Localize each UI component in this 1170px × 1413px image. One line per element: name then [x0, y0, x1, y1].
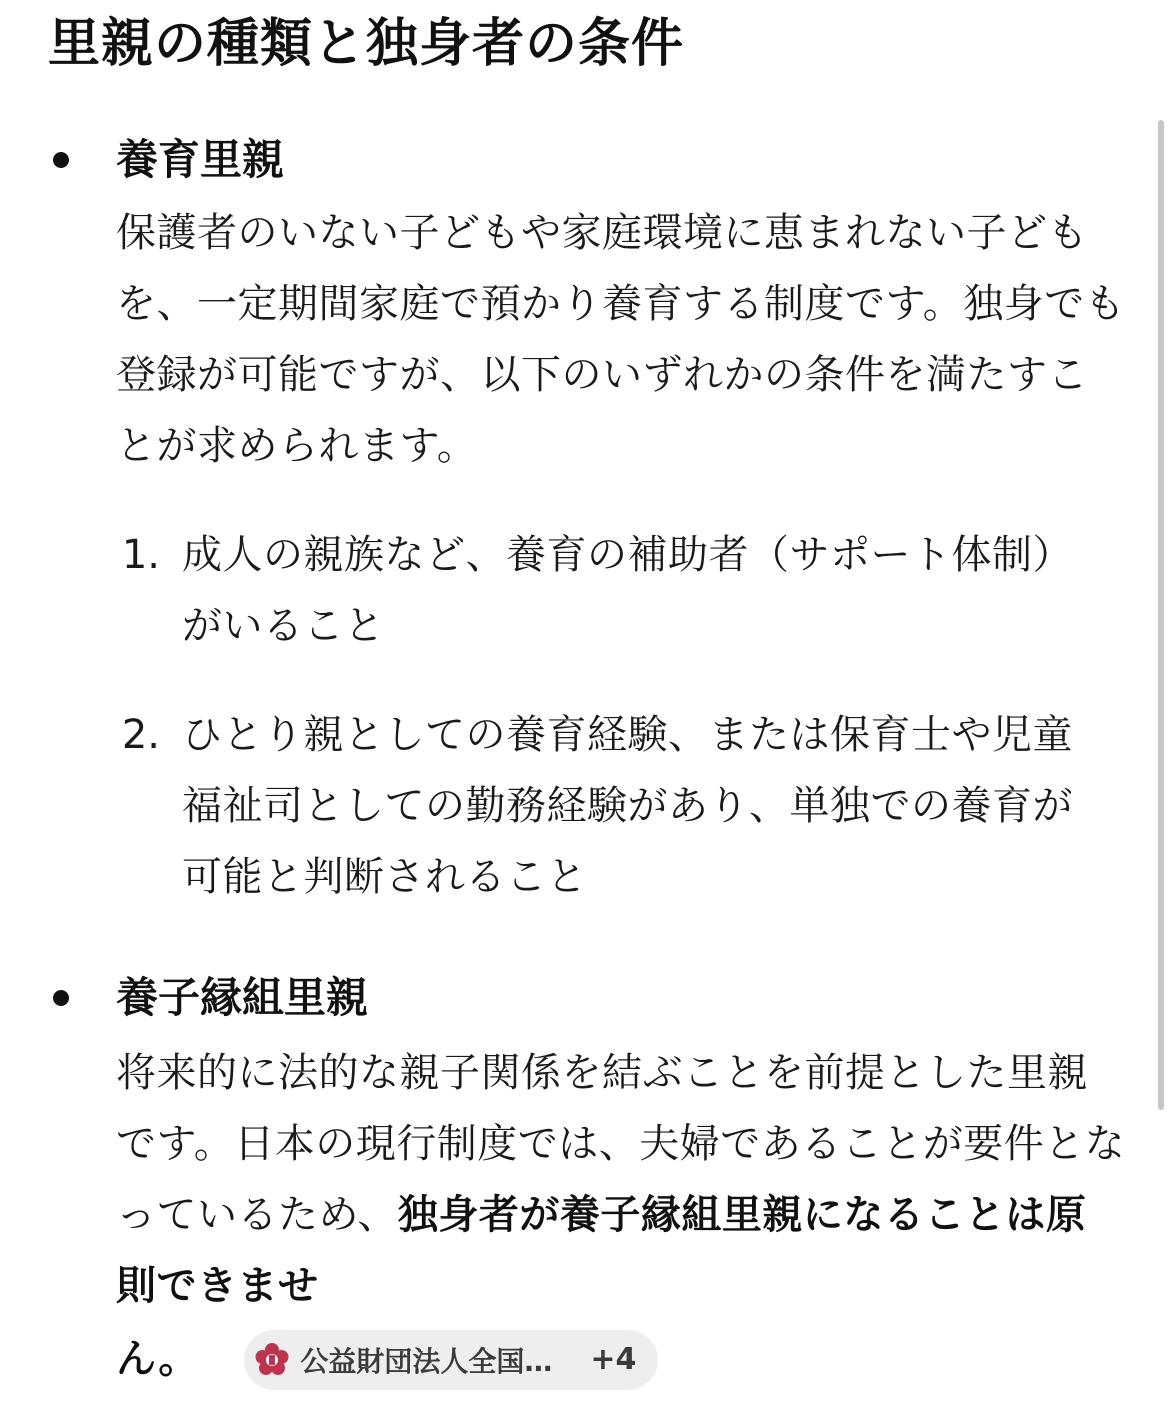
section-heading: 養子縁組里親: [116, 973, 369, 1022]
scrollbar[interactable]: [1158, 120, 1164, 1110]
section-body: [116, 1038, 1126, 1322]
list-text: ひとり親としての養育経験、または保育士や児童福祉司としての勤務経験があり、単独での養育が可能と判断されること: [182, 712, 1073, 900]
list-number: 1.: [121, 532, 160, 578]
section-body-emphasis-tail: ん。: [116, 1336, 199, 1382]
section-heading: 養育里親: [116, 135, 285, 184]
flower-logo-icon: [254, 1342, 290, 1378]
bullet-icon: [53, 152, 69, 168]
source-label: 公益財団法人全国…: [300, 1344, 553, 1378]
source-citation-chip[interactable]: [244, 1330, 658, 1390]
body-tail-line: [116, 1324, 658, 1395]
list-number: 2.: [121, 712, 160, 758]
section-body-text: 将来的に法的な親子関係を結ぶことを前提とした里親です。日本の現行制度では、夫婦であることが要件となっているため、: [116, 1050, 1126, 1238]
bullet-icon: [53, 990, 69, 1006]
section-body-emphasis: 独身者が養子縁組里親になることは原則できませ: [116, 1192, 1087, 1309]
list-text: 成人の親族など、養育の補助者（サポート体制）がいること: [182, 532, 1073, 649]
source-more-count: +4: [590, 1342, 637, 1377]
section-body: 保護者のいない子どもや家庭環境に恵まれない子どもを、一定期間家庭で預かり養育する制度です。独身でも登録が可能ですが、以下のいずれかの条件を満たすことが求められます。: [116, 210, 1126, 469]
page-title: 里親の種類と独身者の条件: [48, 14, 685, 74]
